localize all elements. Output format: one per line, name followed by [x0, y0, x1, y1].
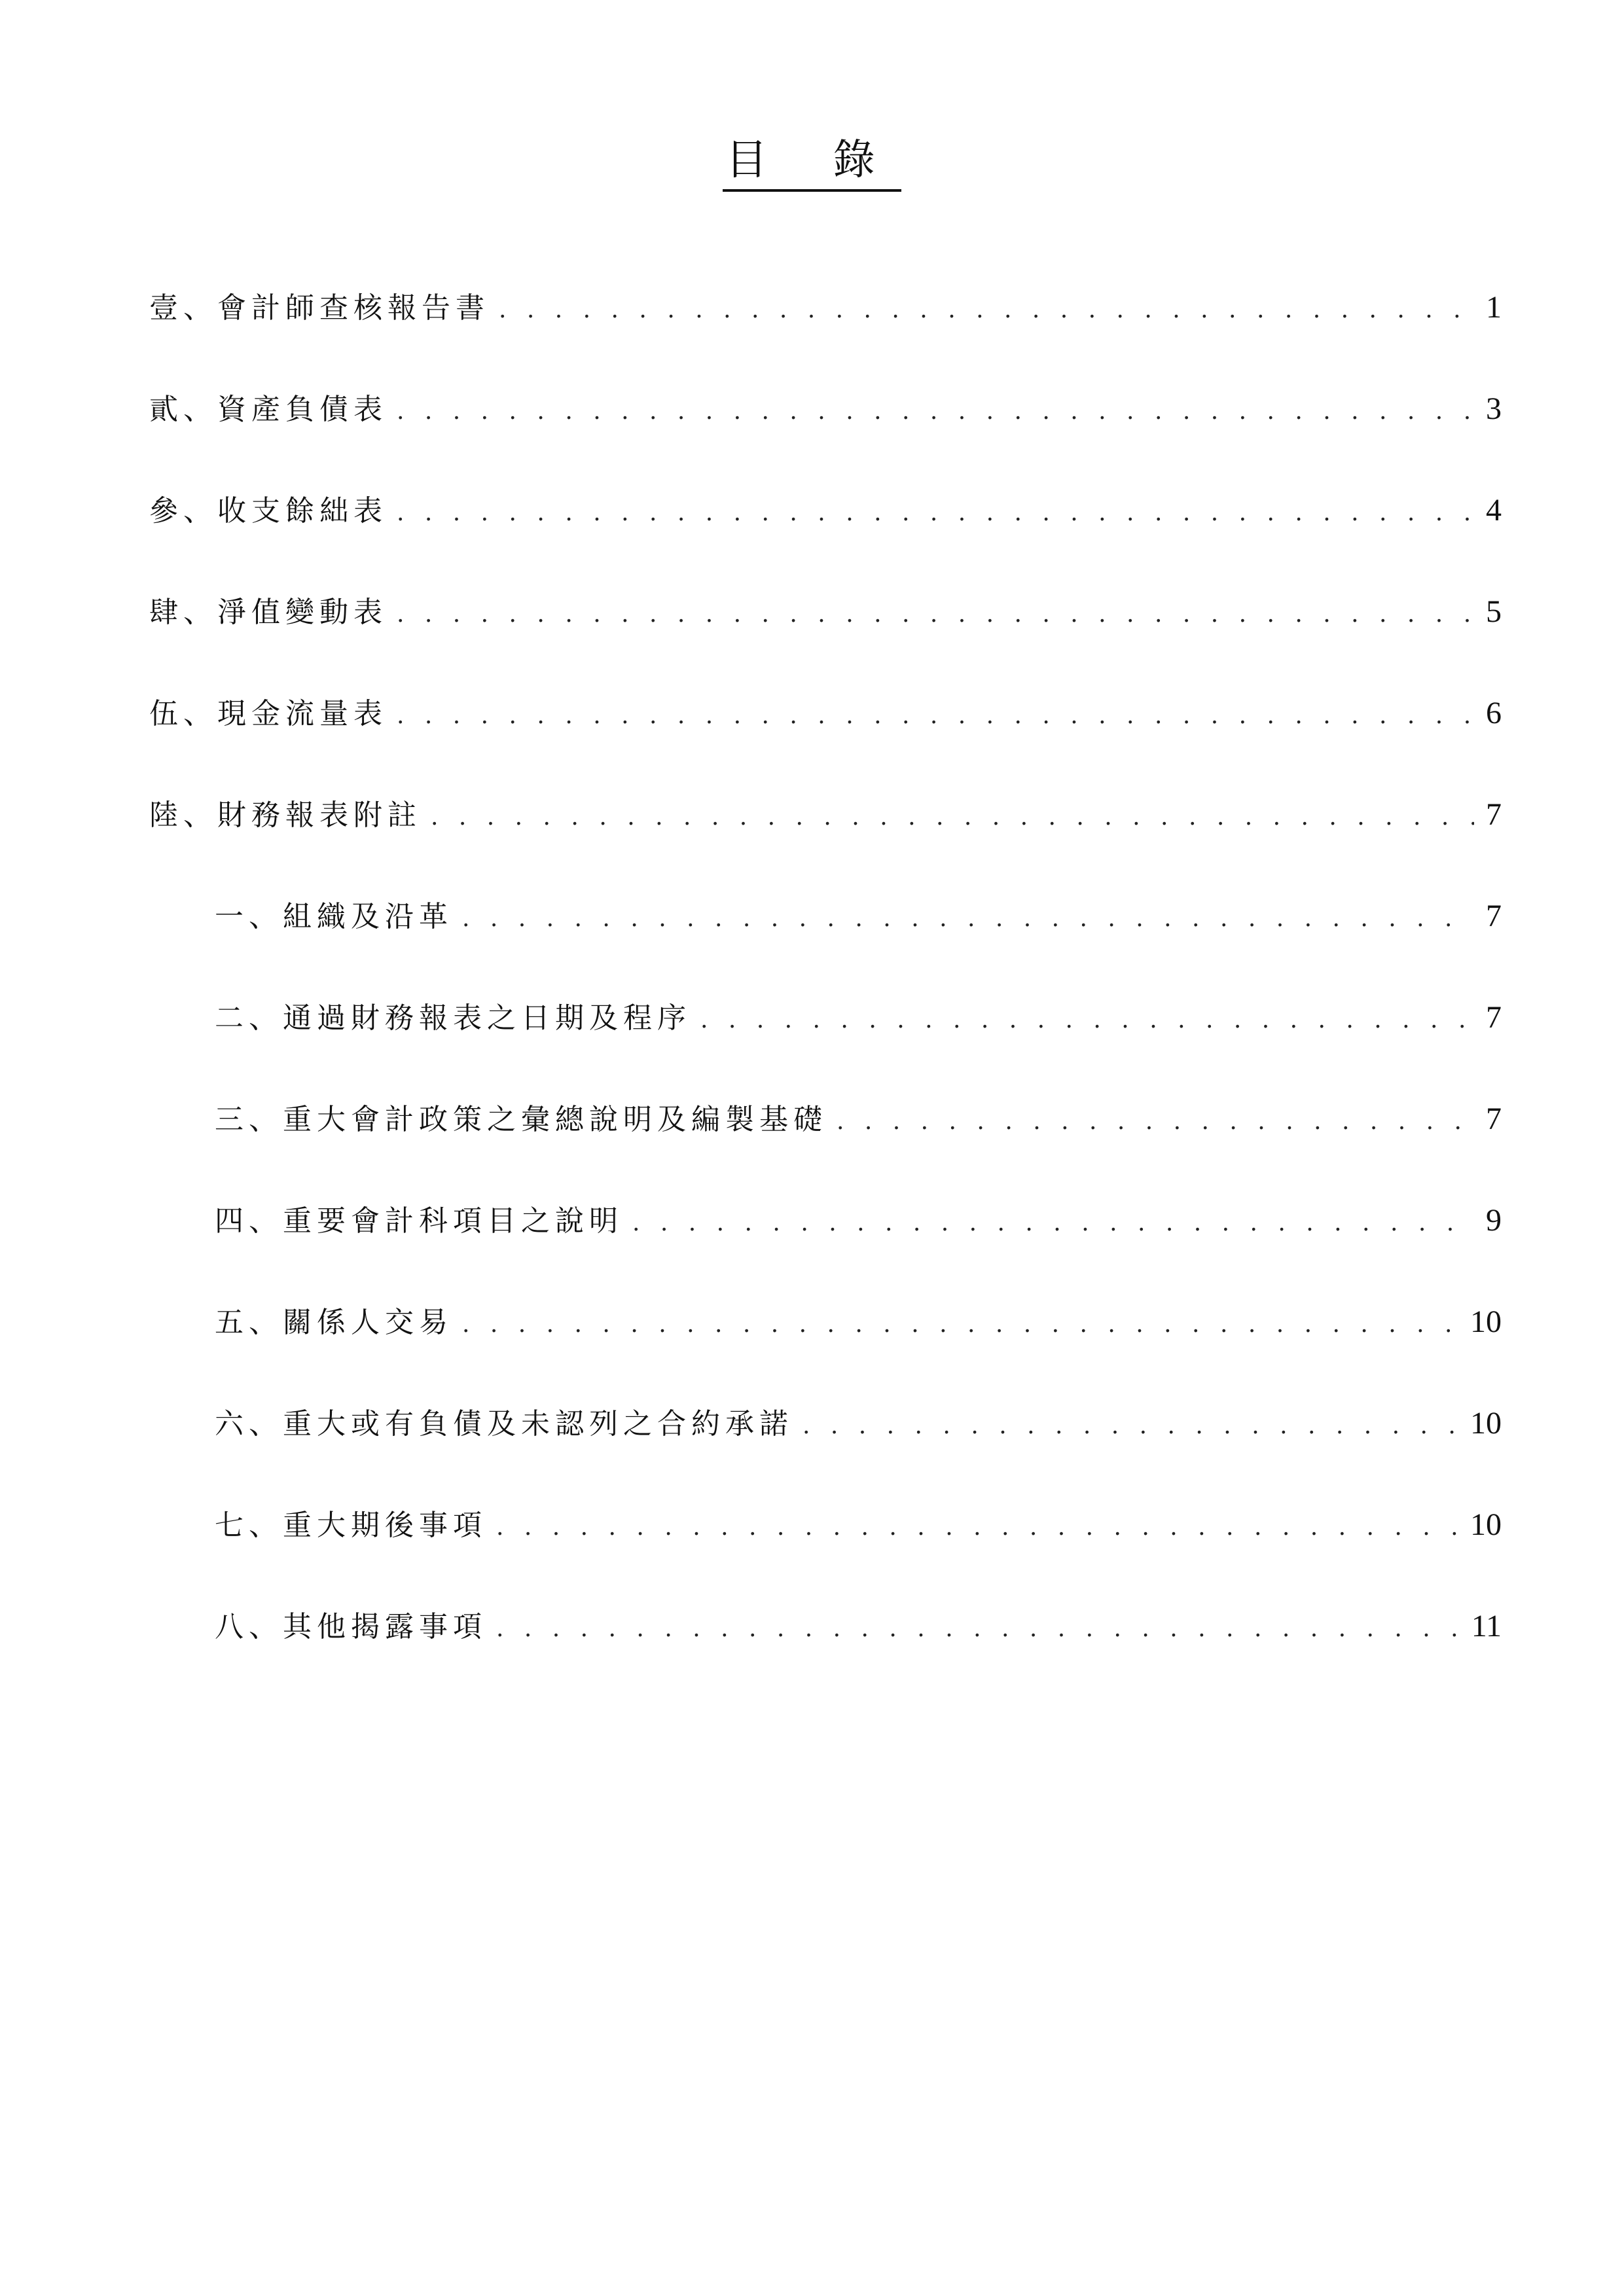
toc-entry[interactable] [149, 592, 1502, 694]
toc-entry-label: 二、通過財務報表之日期及程序 [215, 1001, 691, 1035]
toc-entry-page: 7 [1486, 1000, 1502, 1035]
toc-entry-label: 肆、淨值變動表 [149, 596, 388, 629]
page-title-text: 目 錄 [723, 134, 901, 192]
toc-dot-leader [499, 291, 1474, 330]
toc-dot-leader [496, 1508, 1461, 1547]
toc-entry-label: 參、收支餘絀表 [149, 494, 388, 528]
toc-dot-leader [700, 1001, 1474, 1040]
toc-entry[interactable] [149, 795, 1502, 897]
toc-subentry[interactable] [149, 1100, 1502, 1201]
toc-entry-page: 9 [1486, 1203, 1502, 1238]
toc-dot-leader [632, 1204, 1474, 1243]
toc-entry[interactable] [149, 694, 1502, 795]
toc-dot-leader [397, 493, 1474, 533]
toc-subentry[interactable] [149, 897, 1502, 998]
toc-entry-label: 三、重大會計政策之彙總說明及編製基礎 [215, 1103, 827, 1136]
toc-entry-label: 六、重大或有負債及未認列之合約承諾 [215, 1407, 793, 1441]
toc-entry-page: 1 [1486, 290, 1502, 325]
toc-entry[interactable] [149, 389, 1502, 491]
toc-dot-leader [397, 392, 1474, 431]
toc-entry-label: 一、組織及沿革 [215, 900, 453, 933]
toc-subentry[interactable] [149, 1505, 1502, 1607]
toc-subentry[interactable] [149, 1607, 1502, 1708]
toc-dot-leader [431, 798, 1474, 837]
toc-subentry[interactable] [149, 1404, 1502, 1505]
table-of-contents [149, 288, 1502, 1708]
toc-subentry[interactable] [149, 1201, 1502, 1302]
toc-entry-page: 10 [1470, 1406, 1502, 1441]
toc-entry-label: 壹、會計師查核報告書 [149, 291, 490, 325]
toc-entry-page: 6 [1486, 696, 1502, 730]
toc-dot-leader [496, 1609, 1462, 1649]
toc-entry-page: 10 [1470, 1304, 1502, 1339]
toc-dot-leader [837, 1102, 1474, 1141]
toc-entry-page: 7 [1486, 1102, 1502, 1136]
toc-entry-page: 7 [1486, 797, 1502, 832]
toc-dot-leader [397, 595, 1474, 634]
toc-entry-label: 八、其他揭露事項 [215, 1610, 487, 1643]
toc-entry-label: 伍、現金流量表 [149, 697, 388, 730]
toc-entry-page: 7 [1486, 899, 1502, 933]
toc-entry[interactable] [149, 491, 1502, 592]
toc-entry-label: 七、重大期後事項 [215, 1509, 487, 1542]
page-title [0, 134, 1624, 192]
toc-entry-label: 五、關係人交易 [215, 1306, 453, 1339]
toc-entry-label: 陸、財務報表附註 [149, 798, 422, 832]
toc-subentry[interactable] [149, 1302, 1502, 1404]
toc-entry[interactable] [149, 288, 1502, 389]
toc-dot-leader [803, 1407, 1461, 1446]
toc-entry-page: 4 [1486, 493, 1502, 528]
toc-entry-label: 貳、資產負債表 [149, 393, 388, 426]
toc-entry-page: 3 [1486, 391, 1502, 426]
toc-subentry[interactable] [149, 998, 1502, 1100]
toc-entry-page: 5 [1486, 594, 1502, 629]
toc-dot-leader [462, 899, 1474, 939]
toc-entry-page: 11 [1471, 1609, 1502, 1643]
toc-entry-label: 四、重要會計科項目之說明 [215, 1204, 623, 1238]
toc-dot-leader [462, 1305, 1461, 1344]
toc-entry-page: 10 [1470, 1507, 1502, 1542]
toc-dot-leader [397, 696, 1474, 736]
